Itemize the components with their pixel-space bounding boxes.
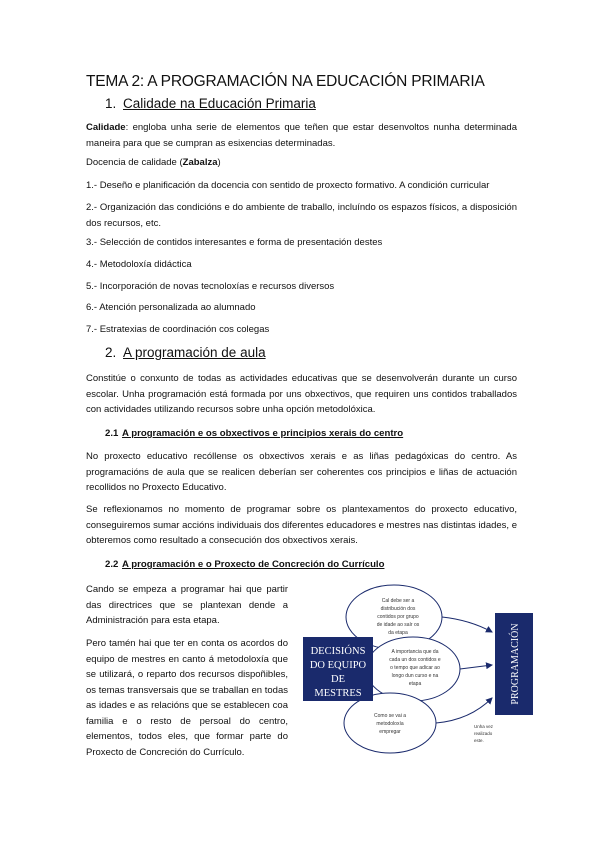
subsection-2-1-title: A programación e os obxectivos e principios xerais do centro: [122, 428, 404, 439]
bubble-middle-line-5: etapa: [408, 681, 422, 687]
bubble-middle-line-1: A importancia que da: [391, 649, 439, 655]
section-2-heading: [105, 345, 266, 360]
subsection-2-2-paragraph-1: Cando se empeza a programar hai que partir das directrices que se plantexan dende a Administración para esta etapa.: [86, 584, 288, 626]
bubble-bottom-line-3: empregar: [379, 729, 401, 735]
arrow-bottom: [436, 698, 492, 723]
subsection-2-1-number: 2.1: [105, 428, 119, 439]
bubble-top-line-3: contidos por grupo: [377, 614, 419, 620]
bubble-bottom-line-1: Como se vai a: [374, 713, 406, 719]
note-line-3: este.: [474, 738, 484, 743]
list-item: 7.- Estratexias de coordinación cos colegas: [86, 324, 270, 335]
decisions-line-1: DECISIÓNS: [310, 646, 366, 657]
list-item: 6.- Atención personalizada ao alumnado: [86, 302, 256, 313]
subsection-2-2-paragraph-2: Pero tamén hai que ter en conta os acordos do equipo de mestres en canto á metodoloxía que se utilizará, o reparto dos recursos dispoñibles, os temas transversais que se traballan en todas as idades e as relacións que se establecen coa familia e o resto de persoal do centro, elementos, todos eles, que formar parte do Proxecto de Concreción do Currículo.: [86, 638, 288, 758]
programacion-diagram: [300, 580, 540, 780]
bubble-bottom-line-2: metodoloxía: [376, 721, 404, 727]
docencia-author: Zabalza: [182, 157, 218, 168]
document-title: TEMA 2: A PROGRAMACIÓN NA EDUCACIÓN PRIMARIA: [86, 73, 485, 90]
section-2-paragraph: Constitúe o conxunto de todas as actividades educativas que se desenvolverán durante un curso escolar. Unha programación está formada por uns obxectivos, que requiren uns contidos traballados con actividades utilizando recursos sobre unha opción metodolóxica.: [86, 373, 517, 415]
bubble-top-line-4: de idade ao saír os: [376, 622, 420, 628]
subsection-2-1-paragraph-1: No proxecto educativo recóllense os obxectivos xerais e as liñas pedagóxicas do centro. As programacións de aula que se realicen deberían ser coherentes cos principios e liñas de actuación recollidos no Proxecto Educativo.: [86, 451, 517, 493]
section-1-number: 1.: [105, 96, 117, 111]
list-item: 1.- Deseño e planificación da docencia con sentido de proxecto formativo. A condición curricular: [86, 180, 490, 191]
subsection-2-2-title: A programación e o Proxecto de Concreción do Currículo: [122, 559, 385, 570]
list-item: 5.- Incorporación de novas tecnoloxías e recursos diversos: [86, 281, 335, 292]
bubble-top-line-2: distribución dos: [380, 606, 416, 612]
subsection-2-2-number: 2.2: [105, 559, 119, 570]
section-1-title: Calidade na Educación Primaria: [123, 96, 316, 111]
arrow-top: [442, 617, 492, 632]
list-item: 4.- Metodoloxía didáctica: [86, 259, 192, 270]
calidade-text: : engloba unha serie de elementos que teñen que estar desenvoltos nunha determinada maneira para que se cumpran as esixencias determinadas.: [86, 122, 517, 149]
docencia-line: [86, 155, 517, 171]
docencia-suffix: ): [217, 157, 221, 168]
bubble-middle-line-2: cada un dos contidos e: [389, 657, 441, 663]
decisions-line-3: DE: [331, 674, 345, 685]
calidade-definition: [86, 120, 517, 151]
calidade-term: Calidade: [86, 122, 126, 133]
docencia-prefix: Docencia de calidade (: [86, 157, 183, 168]
bubble-middle-line-4: longo dun curso e na: [391, 673, 439, 679]
list-item: 3.- Selección de contidos interesantes e forma de presentación destes: [86, 237, 383, 248]
subsection-2-1-paragraph-2: Se reflexionamos no momento de programar sobre os plantexamentos do proxecto educativo, conseguiremos sumar accións individuais dos diferentes educadores e mestres nas distintas idades, e obteremos como resultado a consecución dos obxectivos xerais.: [86, 504, 517, 546]
decisions-line-2: DO EQUIPO: [309, 660, 367, 671]
list-item: 2.- Organización das condicións e do ambiente de traballo, incluíndo os espazos físicos, a disposición dos recursos, etc.: [86, 202, 517, 229]
subsection-2-2-heading: [105, 559, 384, 570]
note-line-2: realizado: [474, 731, 493, 736]
section-1-heading: [105, 96, 316, 111]
decisions-line-4: MESTRES: [314, 688, 362, 699]
arrow-middle: [460, 665, 492, 669]
bubble-top-line-1: Cal debe ser a: [381, 598, 415, 604]
section-2-number: 2.: [105, 345, 117, 360]
programacion-label: PROGRAMACIÓN: [510, 623, 521, 705]
bubble-top-line-5: da etapa: [388, 630, 408, 636]
note-line-1: Unha vez: [474, 724, 494, 729]
section-2-title: A programación de aula: [123, 345, 266, 360]
subsection-2-1-heading: [105, 428, 403, 439]
bubble-middle-line-3: o tempo que adicar ao: [390, 665, 440, 671]
